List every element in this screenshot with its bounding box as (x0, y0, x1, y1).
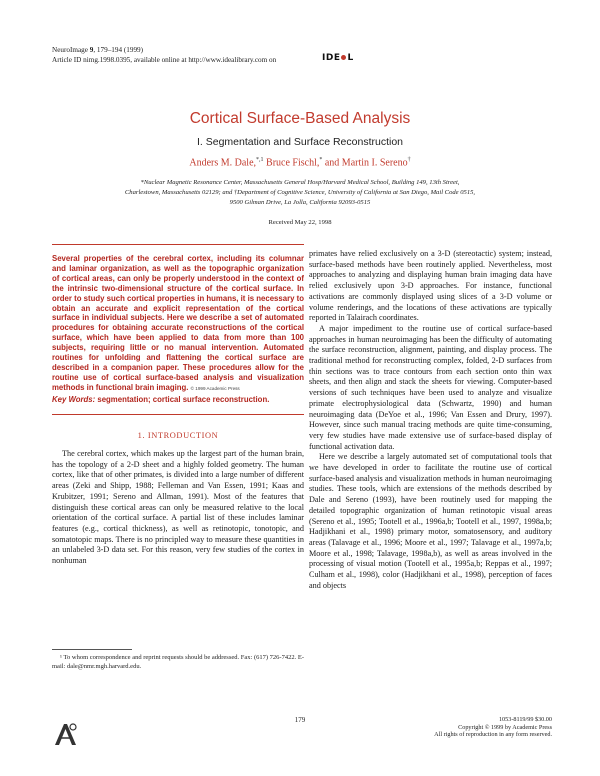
keywords (52, 395, 304, 404)
journal-name: NeuroImage (52, 46, 88, 54)
author-list: Anders M. Dale,$^{*,1}$ Bruce Fischl,* and Martin I. Sereno† (189, 157, 411, 169)
journal-pages: , 179–194 (1999) (93, 46, 144, 54)
ideal-dot-icon (341, 55, 346, 60)
abstract-text: Several properties of the cerebral cortex, including its columnar and laminar organization, as well as the topographic organization of cortical areas, can only be properly understood in the context of the intrinsic two-dimensional structure of the cortical surface. In order to study such cortical properties in humans, it is necessary to obtain an accurate and explicit representation of the cortical surface in individual subjects. Here we describe a set of automated procedures for obtaining accurate reconstructions of the cortical surface, which have been applied to data from more than 100 subjects, requiring little or no manual intervention. Automated routines for unfolding and flattening the cortical surface are described in a companion paper. These procedures allow for the routine use of cortical surface-based analysis and visualization methods in functional brain imaging. (52, 254, 304, 392)
academic-press-logo-icon (52, 721, 80, 747)
journal-volume: 9 (89, 46, 94, 54)
abstract-top-rule (52, 244, 304, 245)
paper-title: Cortical Surface-Based Analysis (189, 110, 411, 127)
keywords-label: Key Words: (52, 395, 96, 404)
journal-citation (52, 45, 143, 55)
keywords-value: segmentation; cortical surface reconstruction. (97, 395, 270, 404)
intro-paragraph-1: The cerebral cortex, which makes up the largest part of the human brain, has the topology of a 2-D sheet and a highly folded geometry. The human cortex, like that of other primates, is divided into a large number of different areas (Zeki and Shipp, 1988; Felleman and Van Essen, 1991; Kaas and Krubitzer, 1991; Sereno and Allman, 1991). Most of the features that distinguish these cortical areas can only be measured relative to the local orientation of the cortical surface. A partial list of these includes laminar features (e.g., cortical thickness), as well as retinotopic, tonotopic, and somatotopic maps. There is no principled way to measure these quantities in an unlabeled 3-D data set. For this reason, very few studies of the cortex in nonhuman (52, 449, 304, 566)
section-heading-introduction: 1. INTRODUCTION (137, 431, 219, 440)
right-paragraph-2: A major impediment to the routine use of cortical surface-based approaches in human neuroimaging has been the difficulty of automating the surface reconstruction, alignment, painting, and display process. The traditional method for reconstructing complex, folded, 2-D surfaces from thin sections was to trace contours from each section onto thin wax sheets, and then align and stack the sheets for viewing. Computer-based versions of such techniques have been used to analyze and visualize primate electrophysiological data (Schwartz, 1990) and human neuroimaging data (DeYoe et al., 1996; Van Essen and Drury, 1997). However, since such manual tracing methods are quite time-consuming, very few studies have made extensive use of surface-based display of functional activation data. (309, 323, 552, 451)
right-column (309, 249, 552, 592)
paper-subtitle: I. Segmentation and Surface Reconstruction (196, 136, 404, 148)
abstract-copyright: © 1999 Academic Press (190, 385, 240, 391)
footnote: ¹ To whom correspondence and reprint requests should be addressed. Fax: (617) 726-7422. E-mail: dale@nmr.mgh.harvard.edu. (52, 654, 304, 670)
right-paragraph-continued: primates have relied exclusively on a 3-D (stereotactic) system; instead, surface-based methods have been routinely applied. Nevertheless, most approaches to analyzing and displaying human brain imaging data have relied exclusively upon 3-D approaches. For instance, functional activations are commonly displayed using slices of a 3-D volume or volume renderings, and the locations of these activations are typically reported in Talairach coordinates. (309, 249, 552, 323)
page-number: 179 (294, 716, 306, 724)
article-id: Article ID nimg.1998.0395, available online at http://www.idealibrary.com on (52, 56, 277, 64)
right-paragraph-3: Here we describe a largely automated set of computational tools that we have developed in order to facilitate the routine use of cortical surface-based analysis and visualization methods in human neuroimaging studies. These tools, which are extensions of the methods described by Dale and Sereno (1993), have been routinely used for mapping the detailed topographic organization of human retinotopic visual areas (Sereno et al., 1995; Tootell et al., 1996a,b; Tootell et al., 1997, 1998a,b; Hadjikhani et al., 1998) primary motor, somatosensory, and auditory areas (Talavage et al., 1996; Moore et al., 1997; Talavage et al., 1997a,b; Moore et al., 1998; Talavage, 1998a,b), as well as areas involved in the processing of visual motion (Tootell et al., 1995a,b; Reppas et al., 1997; Culham et al., 1998), color (Hadjikhani et al., 1998), perception of faces and objects (309, 452, 552, 590)
ideal-logo: IDE L (322, 53, 354, 63)
footnote-rule (52, 649, 132, 650)
abstract-bottom-rule (52, 414, 304, 415)
affiliations: *Nuclear Magnetic Resonance Center, Massachusetts General Hosp/Harvard Medical School, Building 149, 13th Street, Charlestown, Massachusetts 02129; and †Department of Cognitive Science, University of California at San Diego, Mail Code 0515, 9500 Gilman Drive, La Jolla, California 92093-0515 (124, 179, 476, 206)
abstract (52, 254, 304, 394)
received-date: Received May 22, 1998 (268, 219, 332, 226)
copyright-block: 1053-8119/99 $30.00 Copyright © 1999 by Academic Press All rights of reproduction in any form reserved. (434, 716, 552, 738)
